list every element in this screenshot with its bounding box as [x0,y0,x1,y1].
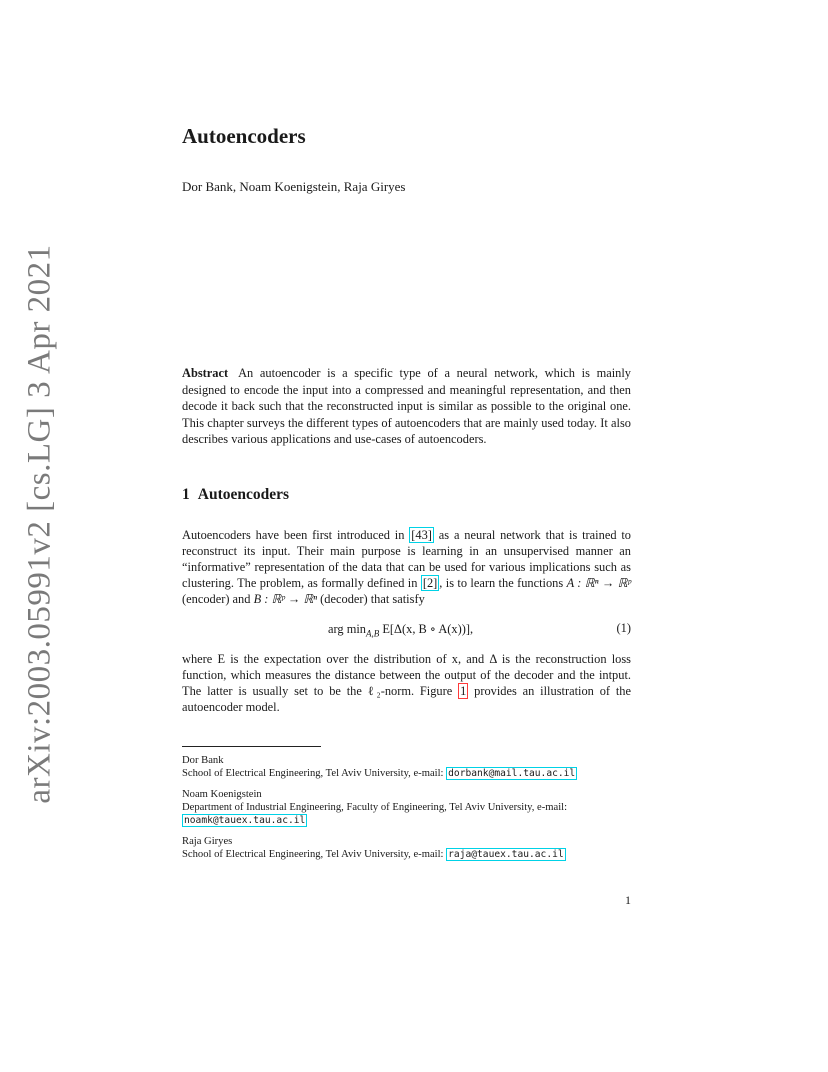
explanation-text-2: provides an illustration of the autoencoder model. [182,684,631,715]
explanation-paragraph [182,651,631,715]
decoder-math: B : ℝᵖ → ℝⁿ [253,592,318,607]
footnote-author-3 [182,835,634,861]
footnote-affiliation [182,801,634,827]
equation-subscript: A,B [365,628,380,639]
equation-argmin: arg min [328,622,366,636]
explanation-text-1: where E is the expectation over the distribution of x, and Δ is the reconstruction loss function, which measures the distance between the output of the decoder and the intput. The latter is usually set to be the ℓ₂-norm. Figure [182,652,631,699]
page-number: 1 [625,893,631,907]
footnote-name: Raja Giryes [182,836,233,847]
paper-title: Autoencoders [182,124,306,148]
citation-link-2[interactable]: [2] [422,576,438,591]
intro-text-3: , is to learn the functions [439,576,567,591]
email-link[interactable]: raja@tauex.tau.ac.il [448,849,564,861]
abstract-label: Abstract [182,366,229,380]
email-link[interactable]: noamk@tauex.tau.ac.il [184,815,306,827]
figure-reference-link[interactable]: 1 [460,684,467,699]
intro-text-1: Autoencoders have been first introduced in [182,528,410,542]
affiliation-text: School of Electrical Engineering, Tel Aviv University, e-mail: [182,768,447,780]
section-number: 1 [182,486,190,503]
footnote-affiliation [182,848,634,861]
footnote-name: Noam Koenigstein [182,789,262,800]
arxiv-identifier-stamp: arXiv:2003.05991v2 [cs.LG] 3 Apr 2021 [21,244,58,804]
equation-number: (1) [616,621,631,635]
intro-text-4: (encoder) and [182,592,254,607]
affiliation-text: Department of Industrial Engineering, Faculty of Engineering, Tel Aviv University, e-mail: [182,802,568,814]
abstract-text: An autoencoder is a specific type of a neural network, which is mainly designed to encode the input into a compressed and meaningful representation, and then decode it back such that the reconstructed input is similar as possible to the original one. This chapter surveys the different types of autoencoders that are mainly used today. It also describes various applications and use-cases of autoencoders. [182,366,631,447]
section-title: Autoencoders [197,486,290,503]
citation-link-43[interactable]: [43] [411,528,432,542]
section-heading [182,486,289,504]
intro-text-2: as a neural network that is trained to reconstruct its input. Their main purpose is learning in an unsupervised manner an “informative” representation of the data that can be used for various implications such as clustering. The problem, as formally defined in [182,528,632,591]
author-list: Dor Bank, Noam Koenigstein, Raja Giryes [182,179,406,194]
footnote-author-1 [182,754,634,780]
intro-paragraph [182,527,631,607]
encoder-math: A : ℝⁿ → ℝᵖ [566,576,631,591]
footnote-divider [182,746,321,747]
equation-body [328,621,473,638]
intro-text-5: (decoder) that satisfy [317,592,425,607]
abstract [182,365,631,448]
footnote-author-2 [182,788,634,828]
footnote-affiliation [182,767,634,780]
equation-expression: E[Δ(x, B ∘ A(x))], [379,622,474,636]
footnote-name: Dor Bank [182,755,224,766]
email-link[interactable]: dorbank@mail.tau.ac.il [448,768,576,780]
affiliation-text: School of Electrical Engineering, Tel Aviv University, e-mail: [182,849,447,861]
